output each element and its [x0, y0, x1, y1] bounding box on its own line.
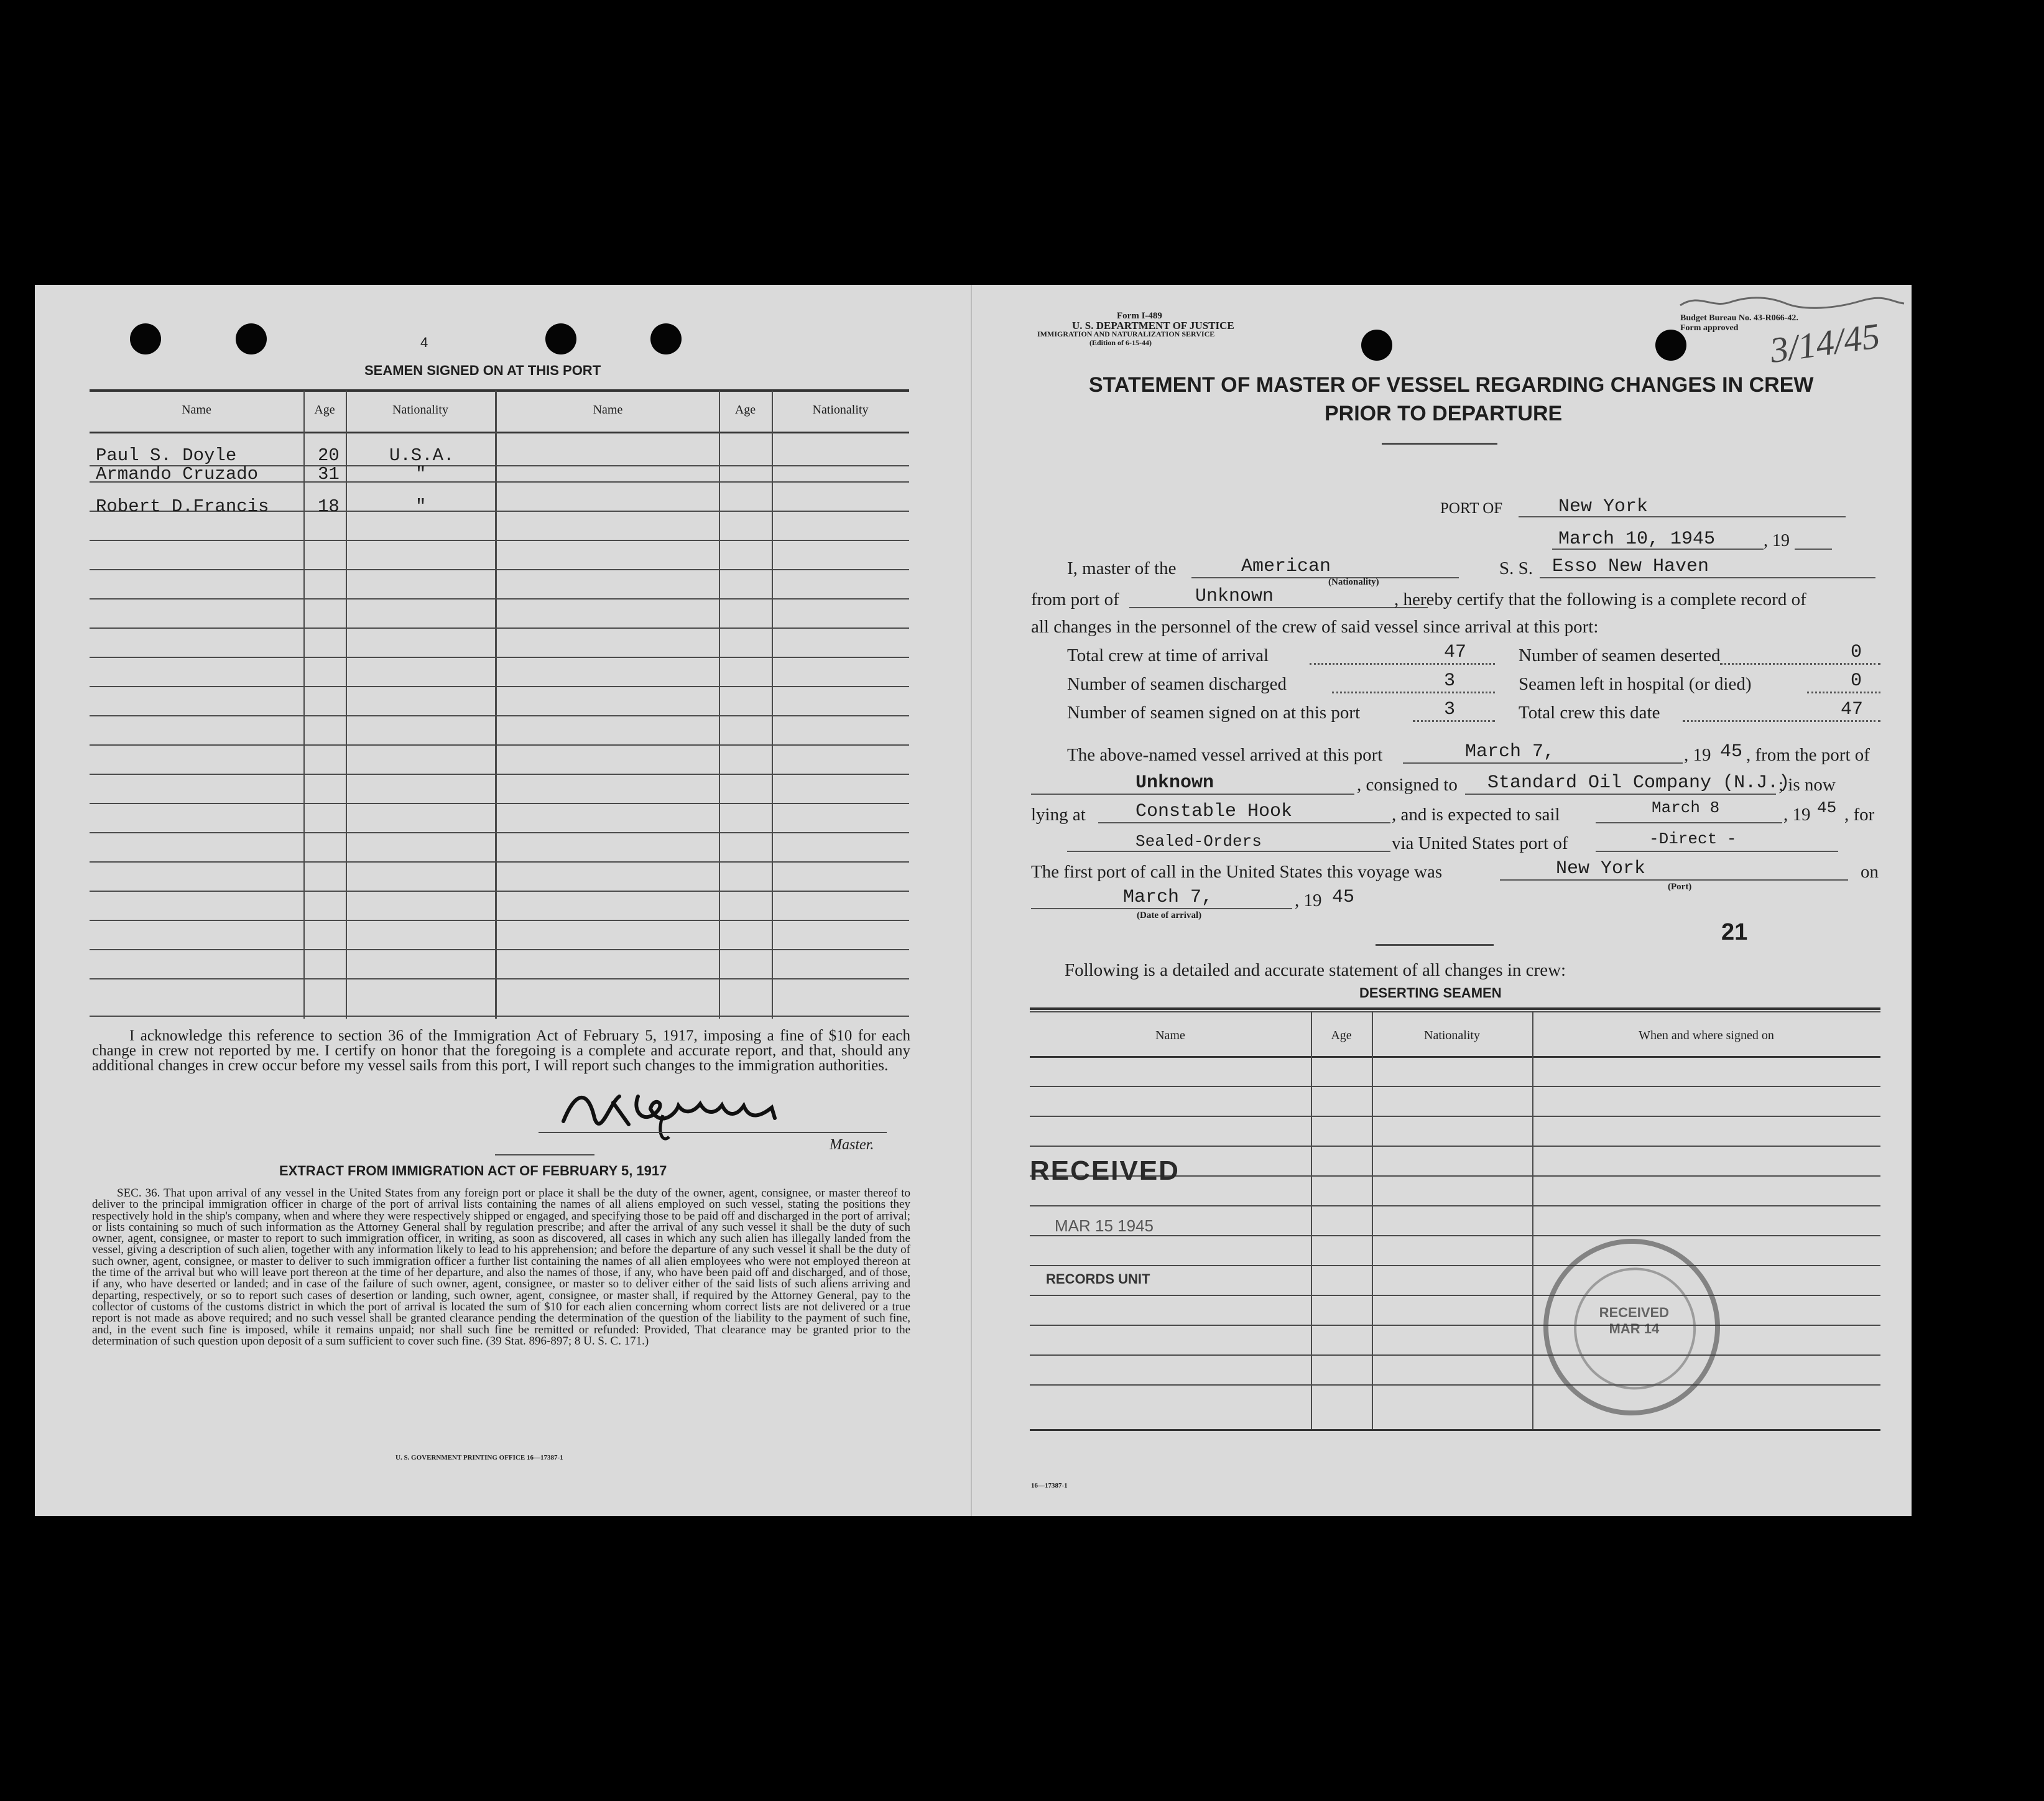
- punch-hole: [1361, 330, 1392, 361]
- nationality-value: American: [1241, 556, 1331, 577]
- stat-value-total-date: 47: [1841, 699, 1864, 720]
- stat-value-signed-on: 3: [1444, 699, 1456, 720]
- deserting-col-name: Name: [1155, 1029, 1185, 1042]
- deserting-col-age: Age: [1331, 1029, 1352, 1042]
- ss-label: S. S.: [1499, 558, 1533, 578]
- port-caption: (Port): [1668, 882, 1692, 892]
- edition: (Edition of 6-15-44): [1089, 338, 1152, 347]
- right-printer-mark: 16—17387-1: [1031, 1482, 1068, 1489]
- stat-value-hospital: 0: [1851, 670, 1862, 692]
- nationality-caption: (Nationality): [1328, 577, 1379, 587]
- records-unit-stamp: RECORDS UNIT: [1046, 1271, 1150, 1287]
- certify-text: , hereby certify that the following is a complete record of: [1394, 590, 1806, 609]
- row-2-nationality: ": [415, 464, 427, 484]
- row-2-name: Armando Cruzado: [96, 464, 259, 484]
- date-value: March 10, 1945: [1558, 529, 1716, 550]
- department: U. S. DEPARTMENT OF JUSTICE: [1072, 320, 1234, 331]
- master-signature: [551, 1078, 818, 1146]
- punch-hole: [130, 323, 161, 354]
- lying-at-label: lying at: [1031, 805, 1086, 825]
- row-1-age: 20: [318, 445, 340, 466]
- left-printer-mark: U. S. GOVERNMENT PRINTING OFFICE 16—17387-1: [395, 1454, 563, 1461]
- row-3-age: 18: [318, 496, 340, 517]
- sail-year-value: 45: [1817, 799, 1837, 817]
- date-suffix: , 19: [1764, 531, 1790, 550]
- is-now-label: ; is now: [1778, 775, 1836, 795]
- row-1-name: Paul S. Doyle: [96, 445, 237, 466]
- master-of-label: I, master of the: [1067, 558, 1177, 578]
- master-label: Master.: [830, 1137, 874, 1153]
- acknowledgement-text: I acknowledge this reference to section 36 of the Immigration Act of February 5, 1917, imposing a fine of $10 for each change in crew not reported by me. I certify on honor that the foregoing is a complete and accurate report, and that, should any additional changes in crew occur before my vessel sails from this port, I will report such changes to the immigration authorities.: [92, 1027, 910, 1074]
- stat-label-total-arrival: Total crew at time of arrival: [1067, 646, 1269, 665]
- ship-name-value: Esso New Haven: [1552, 556, 1709, 577]
- form-number: Form I-489: [1117, 311, 1162, 321]
- port-of-label: PORT OF: [1440, 500, 1503, 517]
- following-label: Following is a detailed and accurate statement of all changes in crew:: [1065, 960, 1566, 980]
- received-stamp: RECEIVED: [1030, 1155, 1180, 1186]
- stat-value-discharged: 3: [1444, 670, 1456, 692]
- col-header-name-2: Name: [593, 403, 623, 417]
- row-2-age: 31: [318, 464, 340, 484]
- extract-title: EXTRACT FROM IMMIGRATION ACT OF FEBRUARY 5, 1917: [279, 1163, 667, 1178]
- lying-at-value: Constable Hook: [1135, 801, 1293, 822]
- from-the-port-of-label: , from the port of: [1746, 745, 1870, 765]
- from-the-port-value: Unknown: [1135, 772, 1214, 794]
- consigned-to-label: , consigned to: [1357, 775, 1458, 795]
- from-port-label: from port of: [1031, 590, 1119, 609]
- round-received-seal: [1519, 1214, 1745, 1440]
- deserting-col-when-where: When and where signed on: [1639, 1029, 1774, 1042]
- on-label: on: [1861, 862, 1879, 882]
- stat-label-hospital: Seamen left in hospital (or died): [1519, 674, 1752, 694]
- punch-hole: [545, 323, 576, 354]
- row-1-nationality: U.S.A.: [389, 445, 455, 466]
- first-call-port-value: New York: [1556, 858, 1646, 879]
- row-3-name: Robert D.Francis: [96, 496, 269, 517]
- stat-value-deserted: 0: [1851, 642, 1862, 663]
- page-fold: [971, 285, 972, 1516]
- expected-label: , and is expected to sail: [1392, 805, 1560, 825]
- form-title-line2: PRIOR TO DEPARTURE: [1325, 402, 1563, 425]
- col-header-nationality: Nationality: [392, 403, 448, 417]
- first-call-label: The first port of call in the United States this voyage was: [1031, 862, 1443, 882]
- date-of-arrival-caption: (Date of arrival): [1137, 910, 1202, 920]
- round-seal-text: RECEIVED MAR 14: [1599, 1305, 1670, 1337]
- form-approved: Form approved: [1680, 323, 1739, 333]
- budget-bureau: Budget Bureau No. 43-R066-42.: [1680, 313, 1798, 323]
- handwritten-date-note: 3/14/45: [1767, 315, 1882, 371]
- col-header-nationality-2: Nationality: [812, 403, 869, 417]
- sail-date-value: March 8: [1652, 799, 1720, 817]
- received-stamp-date: MAR 15 1945: [1055, 1216, 1154, 1235]
- stat-value-total-arrival: 47: [1444, 642, 1467, 663]
- punch-hole: [650, 323, 682, 354]
- col-header-name: Name: [182, 403, 211, 417]
- handwritten-scribble: [1674, 290, 1910, 315]
- destination-value: Sealed-Orders: [1135, 832, 1262, 851]
- page-number: 4: [420, 335, 428, 350]
- page-tally-21: 21: [1721, 919, 1748, 945]
- from-port-value: Unknown: [1195, 586, 1274, 607]
- deserting-col-nationality: Nationality: [1424, 1029, 1480, 1042]
- document-sheet: 4 SEAMEN SIGNED ON AT THIS PORT Name Age Nationality Name Age Nationality Paul S. Doyle 20 U.S.A. Armando Cruzado 31 " Robert D.Francis 18 " I acknowledge this reference to section 36 of the Immigration Act of February 5, 1917, imposing a fine of $10 for each change in crew not reported by me. I certify on honor that the foregoing is a complete and accurate report, and that, should any additional changes in crew occur before my vessel sails from this port, I will report such changes to the immigration authorities. Master. EXTRACT FROM IMMIGRATION ACT OF FEBRUARY 5, 1917 SEC. 36. That upon arrival of any vessel in the United States from any foreign port or place it shall be the duty of the owner, agent, consignee, or master thereof to deliver to the principal immigration officer in charge of the port of arrival lists containing the names of all aliens employed on such vessel, stating the positions they respectively hold in the ship's company, when and where they were respectively shipped or engaged, and specifying those to be paid off and discharged in the port of arrival; or lists containing so much of such information as the Attorney General shall by regulation prescribe; and after the arrival of any such vessel it shall be the duty of such owner, agent, consignee, or master to report to such immigration officer, in writing, as soon as discovered, all cases in which any such alien has illegally landed from the vessel, giving a description of such alien, together with any information likely to lead to his apprehension; and before the departure of any such vessel it shall be the duty of such owner, agent, consignee, or master to deliver to such immigration officer a further list containing the names of all alien employees who were not employed thereon at the time of the arrival but who will leave port thereon at the time of her departure, and also the names of those, if any, who have been paid off and discharged, and of those, if any, who have deserted or landed; and in case of the failure of such owner, agent, consignee, or master so to deliver either of the said lists of such aliens arriving and departing, respectively, or so to report such cases of desertion or landing, such owner, agent, consignee, or master shall, if required by the Attorney General, pay to the collector of customs of the customs district in which the port of arrival is located the sum of $10 for each alien concerning whom correct lists are not delivered or a true report is not made as above required; and no such vessel shall be granted clearance pending the determination of the question of the liability to the payment of such fine, and, in the event such fine is imposed, while it remains unpaid; nor shall such fine be remitted or refunded: Provided, That clearance may be granted prior to the determination of such question upon deposit of a sum sufficient to cover such fine. (39 Stat. 896-897; 8 U. S. C. 171.) U. S. GOVERNMENT PRINTING OFFICE 16—17387-1 Form I-489 U. S. DEPARTMENT OF JUSTICE IMMIGRATION AND NATURALIZATION SERVICE (Edition of 6-15-44) Budget Bureau No. 43-R066-42. Form approved 3/14/45 STATEMENT OF MASTER OF VESSEL REGARDING CHANGES IN CREW PRIOR TO DEPARTURE PORT OF New York March 10, 1945 , 19 I, master of the American (Nationality) S. S. Esso New Haven from port of Unknown , hereby certify that the following is a complete record of all changes in the personnel of the crew of said vessel since arrival at this port: Total crew at time of arrival 47 Number of seamen discharged 3 Number of seamen signed on at this port 3 Number of seamen deserted 0 Seamen left in hospital (or died) 0 Total crew this date 47 The above-named vessel arrived at this port March 7, , 19 45 , from the port of Unknown , consigned to Standard Oil Company (N.J.) ; is now lying at Constable Hook , and is expected to sail March 8 , 19 45 , for Sealed-Orders via United States port of -Direct - The first port of call in the United States this voyage was New York (Port) on March 7, , 19 45 (Date of arrival) 21 Following is a detailed and accurate statement of all changes in crew: DESERTING SEAMEN Name Age Nationality When and where signed on RECEIVED MAR 15 1945 RECORDS UNIT RECEIVED MAR 14 16—17387-1: [35, 285, 1912, 1516]
- punch-hole: [1655, 330, 1686, 361]
- extract-text: SEC. 36. That upon arrival of any vessel in the United States from any foreign port or place it shall be the duty of the owner, agent, consignee, or master thereof to deliver to the principal immigration officer in charge of the port of arrival lists containing the names of all aliens employed on such vessel, stating the positions they respectively hold in the ship's company, when and where they were respectively shipped or engaged, and specifying those to be paid off and discharged in the port of arrival; or lists containing so much of such information as the Attorney General shall by regulation prescribe; and after the arrival of any such vessel it shall be the duty of such owner, agent, consignee, or master to report to such immigration officer, in writing, as soon as discovered, all cases in which any such alien has illegally landed from the vessel, giving a description of such alien, together with any information likely to lead to his apprehension; and before the departure of any such vessel it shall be the duty of such owner, agent, consignee, or master to deliver to such immigration officer a further list containing the names of all alien employees who were not employed thereon at the time of the arrival but who will leave port thereon at the time of her departure, and also the names of those, if any, who have been paid off and discharged, and of those, if any, who have deserted or landed; and in case of the failure of such owner, agent, consignee, or master so to deliver either of the said lists of such aliens arriving and departing, respectively, or so to report such cases of desertion or landing, such owner, agent, consignee, or master shall, if required by the Attorney General, pay to the collector of customs of the customs district in which the port of arrival is located the sum of $10 for each alien concerning whom correct lists are not delivered or a true report is not made as above required; and no such vessel shall be granted clearance pending the determination of the question of the liability to the payment of such fine, and, in the event such fine is imposed, while it remains unpaid; nor shall such fine be remitted or refunded: Provided, That clearance may be granted prior to the determination of such question upon deposit of a sum sufficient to cover such fine. (39 Stat. 896-897; 8 U. S. C. 171.): [92, 1187, 910, 1348]
- punch-hole: [236, 323, 267, 354]
- stat-label-discharged: Number of seamen discharged: [1067, 674, 1287, 694]
- arrived-date-value: March 7,: [1465, 741, 1555, 762]
- arrived-year-value: 45: [1720, 741, 1743, 762]
- for-label: , for: [1844, 805, 1875, 825]
- first-call-date-value: March 7,: [1123, 887, 1213, 908]
- via-port-value: -Direct -: [1649, 830, 1737, 848]
- col-header-age: Age: [314, 403, 335, 417]
- certify-text-2: all changes in the personnel of the crew of said vessel since arrival at this port:: [1031, 617, 1599, 637]
- first-call-year-value: 45: [1332, 887, 1355, 908]
- signed-on-title: SEAMEN SIGNED ON AT THIS PORT: [364, 363, 601, 378]
- via-label: via United States port of: [1392, 833, 1568, 853]
- port-of-value: New York: [1558, 496, 1649, 517]
- col-header-age-2: Age: [734, 403, 756, 417]
- stat-label-total-date: Total crew this date: [1519, 703, 1660, 723]
- form-title-line1: STATEMENT OF MASTER OF VESSEL REGARDING CHANGES IN CREW: [1089, 373, 1814, 397]
- arrived-label: The above-named vessel arrived at this port: [1067, 745, 1383, 765]
- deserting-seamen-title: DESERTING SEAMEN: [1359, 985, 1502, 1001]
- stat-label-signed-on: Number of seamen signed on at this port: [1067, 703, 1361, 723]
- consigned-to-value: Standard Oil Company (N.J.): [1487, 772, 1790, 794]
- row-3-nationality: ": [415, 496, 427, 517]
- stat-label-deserted: Number of seamen deserted: [1519, 646, 1721, 665]
- service: IMMIGRATION AND NATURALIZATION SERVICE: [1037, 330, 1215, 338]
